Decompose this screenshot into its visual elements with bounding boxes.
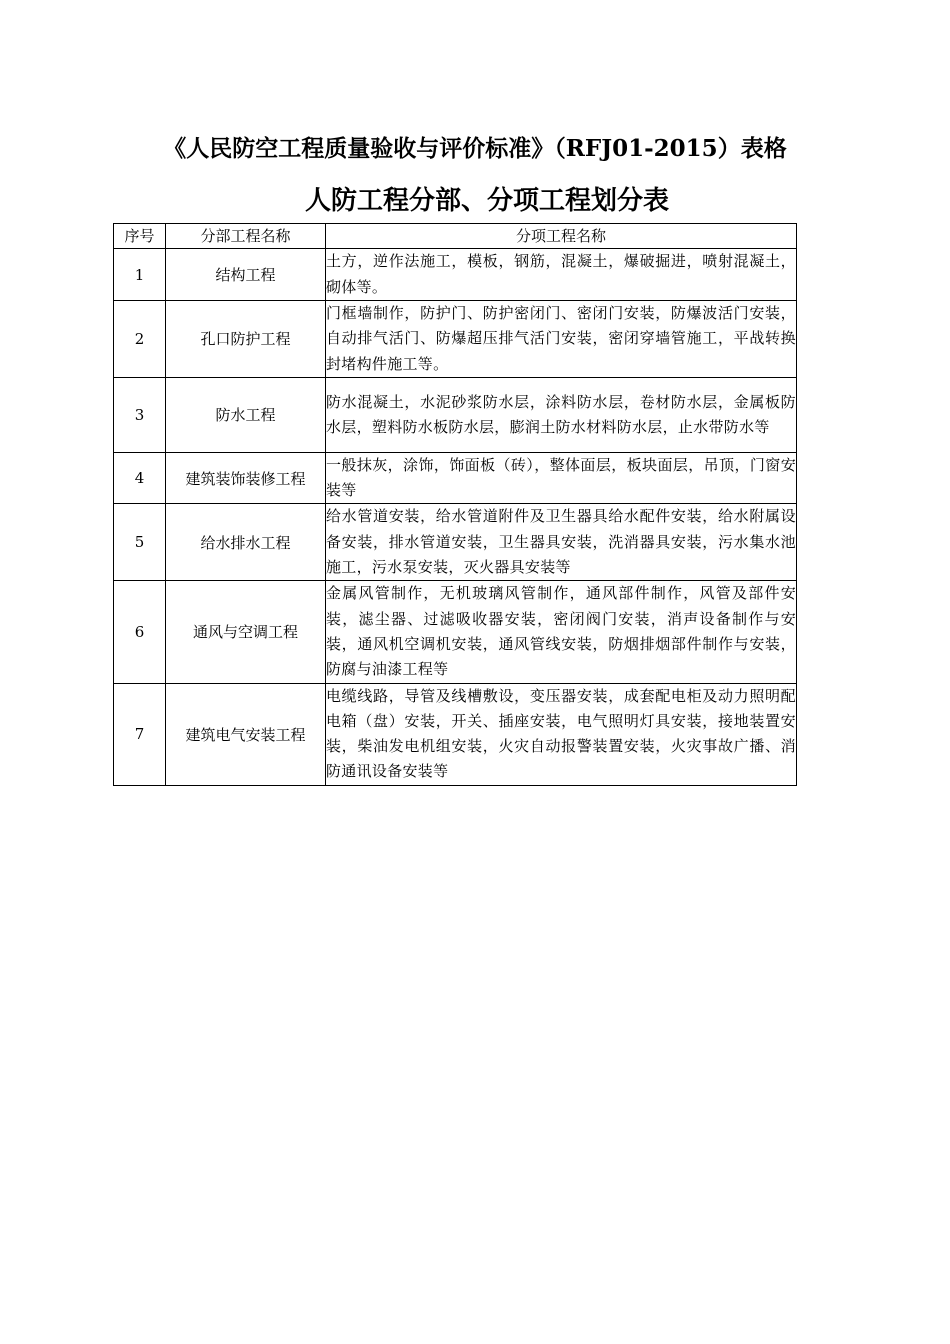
table-row bbox=[114, 683, 797, 785]
row-no: 3 bbox=[114, 377, 166, 452]
row-part: 通风与空调工程 bbox=[166, 581, 326, 683]
document-subtitle: 人防工程分部、分项工程划分表 bbox=[304, 186, 669, 216]
row-no: 2 bbox=[114, 301, 166, 378]
row-items: 金属风管制作，无机玻璃风管制作，通风部件制作，风管及部件安装，滤尘器、过滤吸收器安装，密闭阀门安装，消声设备制作与安装，通风机空调机安装，通风管线安装，防烟排烟部件制作与安装，防腐与油漆工程等 bbox=[326, 581, 797, 683]
row-part: 建筑装饰装修工程 bbox=[166, 452, 326, 504]
header-no: 序号 bbox=[114, 224, 166, 249]
row-no: 5 bbox=[114, 504, 166, 581]
table-row bbox=[114, 249, 797, 301]
table-row bbox=[114, 504, 797, 581]
row-items: 给水管道安装，给水管道附件及卫生器具给水配件安装，给水附属设备安装，排水管道安装，卫生器具安装，洗消器具安装，污水集水池施工，污水泵安装，灭火器具安装等 bbox=[326, 504, 797, 581]
header-part: 分部工程名称 bbox=[166, 224, 326, 249]
table-row bbox=[114, 377, 797, 452]
division-table bbox=[113, 223, 797, 786]
row-no: 6 bbox=[114, 581, 166, 683]
row-no: 7 bbox=[114, 683, 166, 785]
row-part: 给水排水工程 bbox=[166, 504, 326, 581]
row-items: 防水混凝土，水泥砂浆防水层，涂料防水层，卷材防水层，金属板防水层，塑料防水板防水层，膨润土防水材料防水层，止水带防水等 bbox=[326, 377, 797, 452]
row-items: 电缆线路，导管及线槽敷设，变压器安装，成套配电柜及动力照明配电箱（盘）安装，开关、插座安装，电气照明灯具安装，接地装置安装，柴油发电机组安装，火灾自动报警装置安装，火灾事故广播、消防通讯设备安装等 bbox=[326, 683, 797, 785]
table-row bbox=[114, 301, 797, 378]
row-part: 结构工程 bbox=[166, 249, 326, 301]
table-row bbox=[114, 452, 797, 504]
row-items: 门框墙制作，防护门、防护密闭门、密闭门安装，防爆波活门安装，自动排气活门、防爆超压排气活门安装，密闭穿墙管施工，平战转换封堵构件施工等。 bbox=[326, 301, 797, 378]
document-title: 《人民防空工程质量验收与评价标准》（RFJ01-2015）表格 bbox=[163, 135, 787, 162]
row-part: 建筑电气安装工程 bbox=[166, 683, 326, 785]
header-items: 分项工程名称 bbox=[326, 224, 797, 249]
row-no: 1 bbox=[114, 249, 166, 301]
table-row bbox=[114, 581, 797, 683]
row-no: 4 bbox=[114, 452, 166, 504]
row-items: 土方，逆作法施工，模板，钢筋，混凝土，爆破掘进，喷射混凝土，砌体等。 bbox=[326, 249, 797, 301]
row-part: 孔口防护工程 bbox=[166, 301, 326, 378]
row-part: 防水工程 bbox=[166, 377, 326, 452]
row-items: 一般抹灰，涂饰，饰面板（砖），整体面层，板块面层，吊顶，门窗安装等 bbox=[326, 452, 797, 504]
table-header-row bbox=[114, 224, 797, 249]
